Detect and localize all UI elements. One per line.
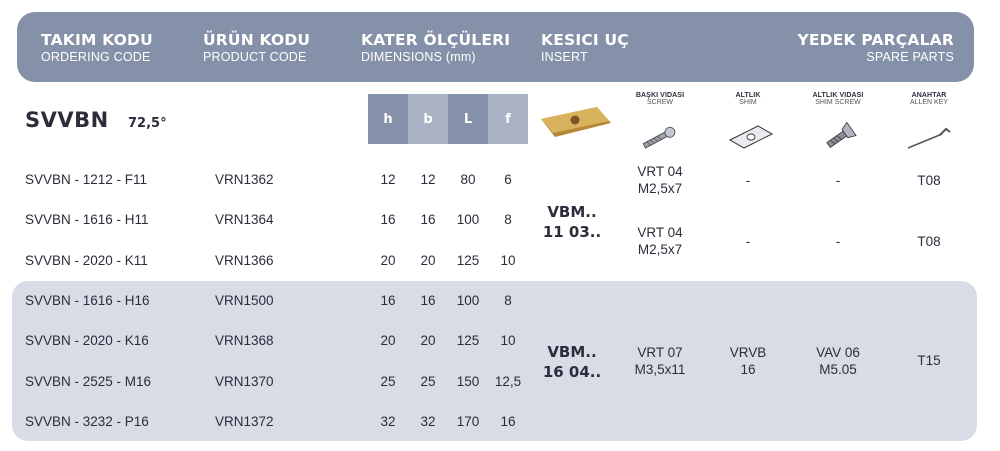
header-product-code: ÜRÜN KODU PRODUCT CODE [203, 31, 311, 64]
dim-L-cell: 100 [456, 212, 480, 227]
allen-key-group-1-rows-2-3: T08 [917, 234, 941, 249]
tool-angle: 72,5° [128, 116, 167, 131]
insert-image [539, 105, 613, 139]
shim-group-1-rows-2-3: - [745, 234, 751, 249]
product-code-cell: VRN1366 [215, 253, 274, 268]
product-code-cell: VRN1362 [215, 172, 274, 187]
dim-f-cell: 10 [500, 333, 516, 348]
dim-L-label: L [448, 94, 488, 144]
screw-icon [638, 122, 682, 152]
dim-b-cell: 20 [420, 333, 436, 348]
spare-label-screw: BAŞKI VIDASI SCREW [635, 92, 685, 106]
spare-label-allen-key: ANAHTAR ALLEN KEY [909, 92, 949, 106]
dim-b-cell: 25 [420, 374, 436, 389]
header-dimensions: KATER ÖLÇÜLERI DIMENSIONS (mm) [361, 31, 511, 64]
tool-code-title: SVVBN [25, 108, 109, 132]
ordering-code-cell: SVVBN - 2020 - K16 [25, 333, 149, 348]
dim-h-label: h [368, 94, 408, 144]
dim-h-cell: 32 [380, 414, 396, 429]
dim-b-cell: 20 [420, 253, 436, 268]
dim-h-cell: 16 [380, 212, 396, 227]
dim-h-cell: 20 [380, 333, 396, 348]
screw-group-1-row-1: VRT 04 M2,5x7 [637, 164, 683, 196]
insert-code-group-2: VBM.. 16 04.. [542, 343, 602, 381]
dim-h-cell: 16 [380, 293, 396, 308]
allen-key-icon [906, 122, 952, 152]
dim-h-cell: 20 [380, 253, 396, 268]
shim-screw-group-1-row-1: - [835, 173, 841, 188]
ordering-code-cell: SVVBN - 1212 - F11 [25, 172, 148, 187]
dim-L-cell: 125 [456, 333, 480, 348]
dim-h-cell: 12 [380, 172, 396, 187]
dim-L-cell: 170 [456, 414, 480, 429]
dim-f-cell: 6 [504, 172, 512, 187]
dim-L-cell: 80 [460, 172, 476, 187]
product-code-cell: VRN1368 [215, 333, 274, 348]
shim-group-2: VRVB 16 [729, 345, 767, 377]
product-code-cell: VRN1500 [215, 293, 274, 308]
spare-label-shim-screw: ALTLIK VIDASI SHIM SCREW [812, 92, 864, 106]
dim-f-cell: 12,5 [494, 374, 522, 389]
ordering-code-cell: SVVBN - 1616 - H16 [25, 293, 150, 308]
dim-f-cell: 16 [500, 414, 516, 429]
dim-b-cell: 32 [420, 414, 436, 429]
ordering-code-cell: SVVBN - 2525 - M16 [25, 374, 152, 389]
dim-b-label: b [408, 94, 448, 144]
allen-key-group-1-row-1: T08 [917, 173, 941, 188]
product-code-cell: VRN1364 [215, 212, 274, 227]
insert-code-group-1: VBM.. 11 03.. [542, 203, 602, 241]
shim-group-1-row-1: - [745, 173, 751, 188]
dim-b-cell: 16 [420, 293, 436, 308]
dim-b-cell: 16 [420, 212, 436, 227]
header-ordering-code: TAKIM KODU ORDERING CODE [41, 31, 153, 64]
screw-group-2: VRT 07 M3,5x11 [634, 345, 686, 377]
shim-screw-group-2: VAV 06 M5.05 [816, 345, 860, 377]
dim-f-cell: 8 [504, 293, 512, 308]
table-header [17, 12, 974, 82]
shim-icon [728, 122, 774, 150]
dim-L-cell: 100 [456, 293, 480, 308]
dim-L-cell: 150 [456, 374, 480, 389]
shim-screw-group-1-rows-2-3: - [835, 234, 841, 249]
dim-b-cell: 12 [420, 172, 436, 187]
dim-L-cell: 125 [456, 253, 480, 268]
spare-label-shim: ALTLIK SHIM [735, 92, 761, 106]
header-spare-parts: YEDEK PARÇALAR SPARE PARTS [797, 31, 954, 64]
dim-f-cell: 10 [500, 253, 516, 268]
product-code-cell: VRN1370 [215, 374, 274, 389]
header-insert: KESICI UÇ INSERT [541, 31, 629, 64]
ordering-code-cell: SVVBN - 2020 - K11 [25, 253, 148, 268]
dim-h-cell: 25 [380, 374, 396, 389]
product-code-cell: VRN1372 [215, 414, 274, 429]
screw-group-1-rows-2-3: VRT 04 M2,5x7 [637, 225, 683, 257]
ordering-code-cell: SVVBN - 1616 - H11 [25, 212, 149, 227]
dim-f-cell: 8 [504, 212, 512, 227]
dim-f-label: f [488, 94, 528, 144]
ordering-code-cell: SVVBN - 3232 - P16 [25, 414, 149, 429]
shim-screw-icon [822, 122, 858, 152]
allen-key-group-2: T15 [917, 353, 941, 368]
